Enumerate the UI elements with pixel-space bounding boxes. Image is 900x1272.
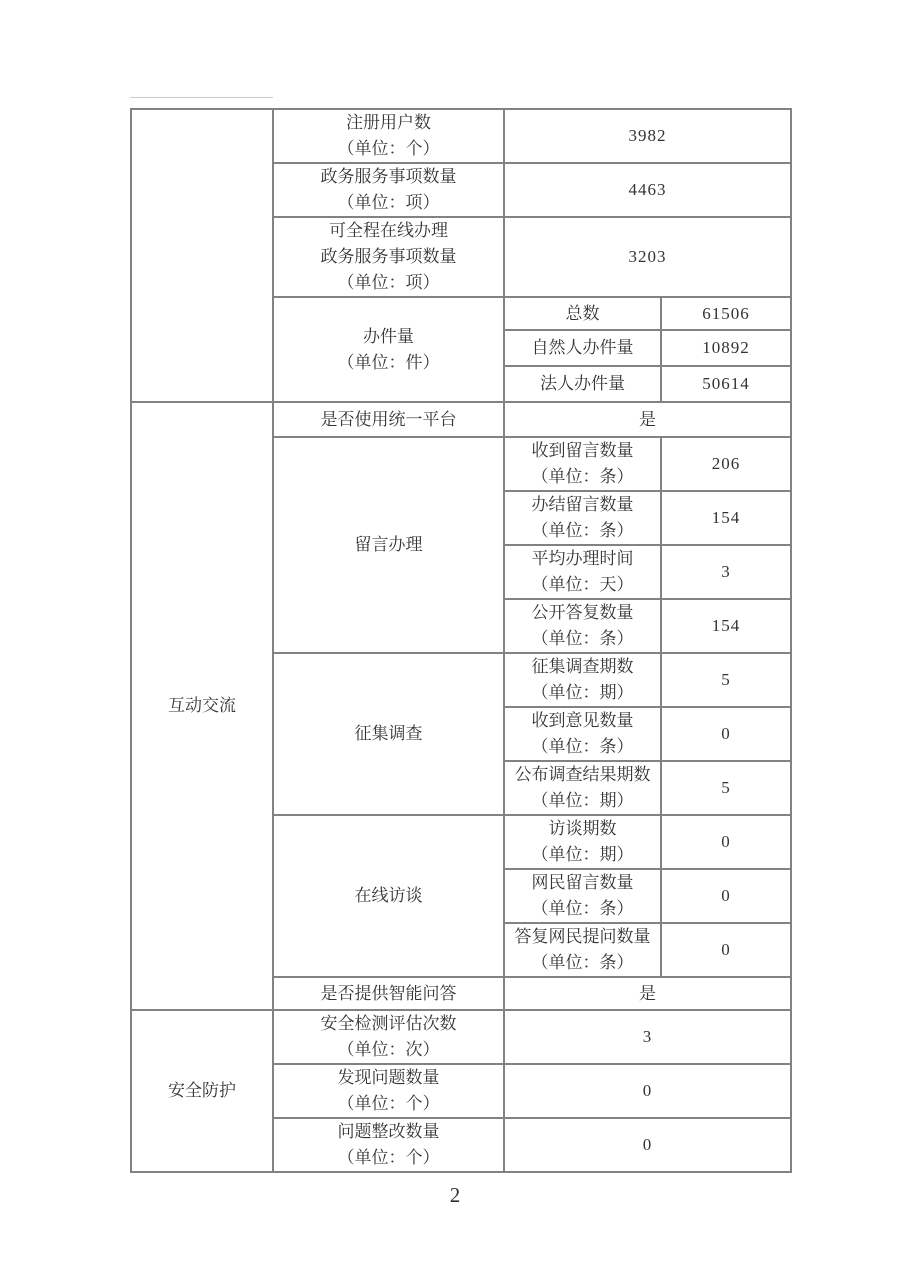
- label-line: （单位：期）: [531, 791, 634, 810]
- category-cell: 安全防护: [131, 1010, 273, 1172]
- sub-label-cell: [504, 599, 661, 653]
- label-line: 政务服务事项数量: [320, 247, 457, 266]
- label-line: （单位：个）: [337, 1148, 440, 1167]
- label-line: （单位：次）: [337, 1040, 440, 1059]
- label-line: （单位：项）: [337, 273, 440, 292]
- label-line: （单位：条）: [531, 899, 634, 918]
- value-cell: 0: [661, 923, 791, 977]
- item-label-cell: [273, 109, 504, 163]
- label-line: 公开答复数量: [531, 603, 634, 622]
- label-line: （单位：条）: [531, 953, 634, 972]
- label-line: 办件量: [363, 326, 414, 346]
- category-cell-blank: [131, 109, 273, 402]
- label-line: 平均办理时间: [531, 549, 634, 568]
- value-cell: 0: [661, 869, 791, 923]
- sub-label-cell: [504, 923, 661, 977]
- label-line: 问题整改数量: [337, 1122, 440, 1141]
- value-cell: 3982: [504, 109, 791, 163]
- item-label-cell: [273, 163, 504, 217]
- label-line: 征集调查期数: [531, 657, 634, 676]
- item-label-cell: [273, 217, 504, 297]
- report-table: [130, 108, 792, 1173]
- item-label-cell: 是否使用统一平台: [273, 402, 504, 437]
- value-cell: 0: [504, 1064, 791, 1118]
- table-row: [131, 1010, 791, 1064]
- sub-label-cell: 自然人办件量: [504, 330, 661, 366]
- sub-label-cell: [504, 437, 661, 491]
- label-line: 办结留言数量: [531, 495, 634, 514]
- label-line: （单位：项）: [337, 193, 440, 212]
- table-row: [131, 402, 791, 437]
- table-row: [131, 109, 791, 163]
- page-number: 2: [449, 1183, 461, 1207]
- value-cell: 3: [661, 545, 791, 599]
- value-cell: 是: [504, 402, 791, 437]
- label-line: （单位：个）: [337, 139, 440, 158]
- value-cell: 0: [661, 815, 791, 869]
- label-line: 发现问题数量: [337, 1068, 440, 1087]
- value-cell: 3: [504, 1010, 791, 1064]
- value-cell: 0: [661, 707, 791, 761]
- group-label-cell: 征集调查: [273, 653, 504, 815]
- value-cell: 154: [661, 599, 791, 653]
- sub-label-cell: 总数: [504, 297, 661, 330]
- value-cell: 154: [661, 491, 791, 545]
- label-line: 公布调查结果期数: [514, 765, 651, 784]
- label-line: 安全检测评估次数: [320, 1014, 457, 1033]
- label-line: 答复网民提问数量: [514, 927, 651, 946]
- value-cell: 61506: [661, 297, 791, 330]
- label-line: （单位：条）: [531, 629, 634, 648]
- label-line: 收到留言数量: [531, 441, 634, 460]
- value-cell: 5: [661, 653, 791, 707]
- item-label-cell: [273, 1118, 504, 1172]
- label-line: （单位：个）: [337, 1094, 440, 1113]
- item-label-cell: [273, 1064, 504, 1118]
- label-line: 访谈期数: [548, 819, 617, 838]
- label-line: （单位：期）: [531, 683, 634, 702]
- label-line: （单位：天）: [531, 575, 634, 594]
- label-line: （单位：条）: [531, 521, 634, 540]
- item-label-cell: [273, 1010, 504, 1064]
- label-line: （单位：期）: [531, 845, 634, 864]
- group-label-cell: 留言办理: [273, 437, 504, 653]
- sub-label-cell: [504, 869, 661, 923]
- value-cell: 4463: [504, 163, 791, 217]
- category-cell: 互动交流: [131, 402, 273, 1010]
- label-line: 网民留言数量: [531, 873, 634, 892]
- value-cell: 3203: [504, 217, 791, 297]
- sub-label-cell: [504, 491, 661, 545]
- group-label-cell: [273, 297, 504, 402]
- label-line: （单位：条）: [531, 737, 634, 756]
- sub-label-cell: [504, 653, 661, 707]
- label-line: 政务服务事项数量: [320, 167, 457, 186]
- value-cell: 10892: [661, 330, 791, 366]
- sub-label-cell: [504, 545, 661, 599]
- value-cell: 5: [661, 761, 791, 815]
- sub-label-cell: [504, 761, 661, 815]
- group-label-cell: 在线访谈: [273, 815, 504, 977]
- sub-label-cell: [504, 707, 661, 761]
- label-line: （单位：条）: [531, 467, 634, 486]
- item-label-cell: 是否提供智能问答: [273, 977, 504, 1010]
- value-cell: 0: [504, 1118, 791, 1172]
- label-line: 注册用户数: [346, 113, 431, 132]
- label-line: 可全程在线办理: [329, 221, 448, 240]
- label-line: 收到意见数量: [531, 711, 634, 730]
- value-cell: 50614: [661, 366, 791, 402]
- page-top-artifact-line: [130, 97, 273, 98]
- sub-label-cell: [504, 815, 661, 869]
- value-cell: 是: [504, 977, 791, 1010]
- label-line: （单位：件）: [337, 352, 440, 372]
- value-cell: 206: [661, 437, 791, 491]
- sub-label-cell: 法人办件量: [504, 366, 661, 402]
